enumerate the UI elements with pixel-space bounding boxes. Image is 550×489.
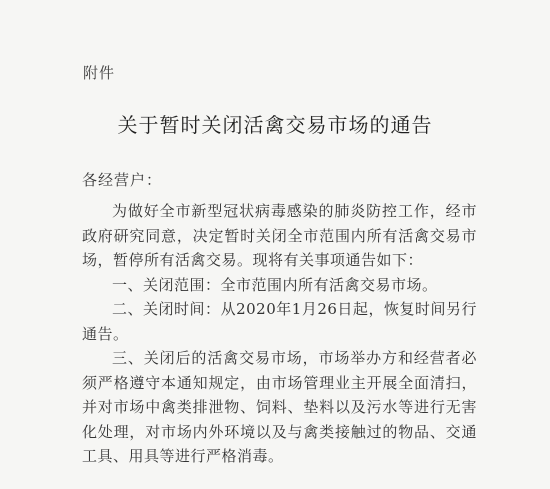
- paragraph-item-1: 一、关闭范围：全市范围内所有活禽交易市场。: [112, 275, 438, 294]
- paragraph-item-2: 二、关闭时间：从2020年1月26日起，恢复时间另行通告。: [82, 300, 477, 343]
- paragraph-intro: 为做好全市新型冠状病毒感染的肺炎防控工作，经市政府研究同意，决定暂时关闭全市范围内所有活禽交易市场，暂停所有活禽交易。现将有关事项通告如下：: [82, 202, 477, 269]
- attachment-label: 附件: [83, 64, 116, 82]
- notice-body: [82, 199, 477, 469]
- paragraph-item-3: 三、关闭后的活禽交易市场，市场举办方和经营者必须严格遵守本通知规定，由市场管理业主开展全面清扫，并对市场中禽类排泄物、饲料、垫料以及污水等进行无害化处理，对市场内外环境以及与禽类接触过的物品、交通工具、用具等进行严格消毒。: [82, 349, 477, 465]
- salutation: 各经营户：: [82, 171, 163, 189]
- notice-title: 关于暂时关闭活禽交易市场的通告: [117, 113, 433, 137]
